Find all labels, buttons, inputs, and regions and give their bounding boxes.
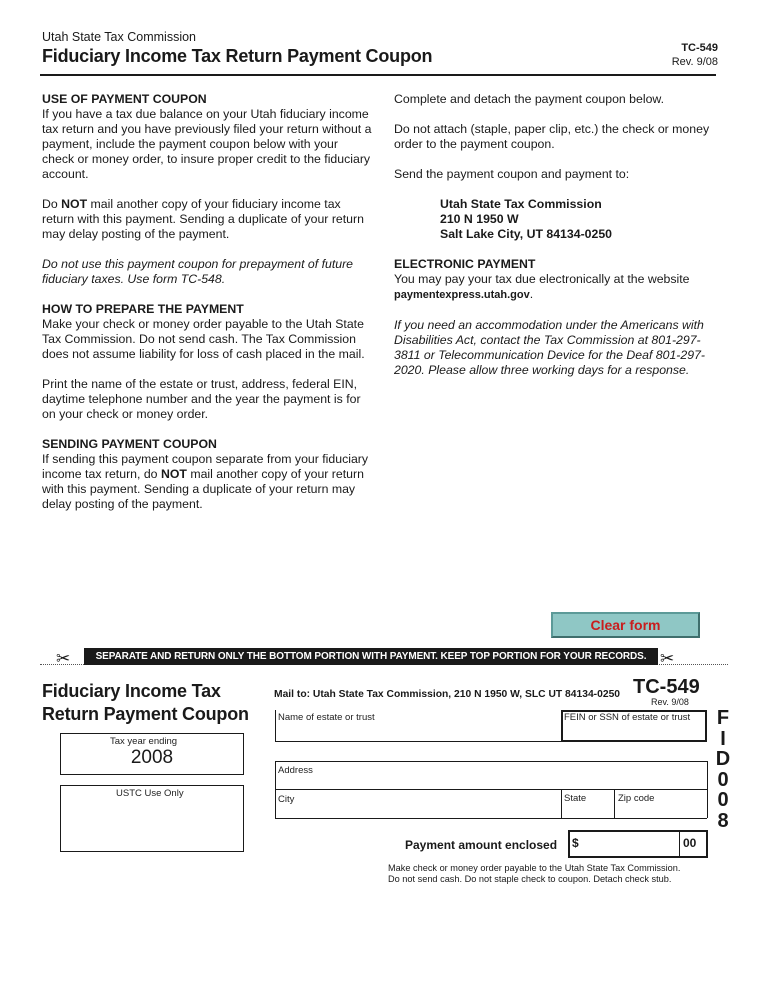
address-field-bottom-border: [275, 789, 707, 790]
form-id-char: D: [715, 748, 731, 770]
instructions-right-column: [394, 92, 714, 393]
website-period: .: [529, 287, 534, 301]
coupon-form-revision: Rev. 9/08: [651, 697, 689, 707]
address-line-1: Utah State Tax Commission: [440, 197, 602, 211]
do-word: Do: [42, 197, 62, 211]
form-id-char: 8: [717, 809, 729, 832]
coupon-title: [42, 680, 249, 726]
state-input[interactable]: [562, 806, 613, 817]
do-not-mail-text: mail another copy of your fiduciary income tax return with this payment. Sending a duplicate of your return may delay posting of the payment.: [42, 197, 364, 241]
city-field-bottom-border: [275, 818, 707, 819]
do-not-mail-paragraph: [42, 197, 372, 242]
address-label: Address: [278, 765, 313, 776]
name-field-bottom-border: [275, 741, 561, 742]
ustc-use-only-label: USTC Use Only: [116, 788, 184, 799]
address-line-3: Salt Lake City, UT 84134-0250: [440, 227, 613, 241]
sending-paragraph: [42, 452, 372, 512]
city-field-right-border: [707, 790, 708, 818]
sending-text-a: If sending this payment coupon separate from your fiduciary income tax return, do: [42, 452, 369, 481]
city-label: City: [278, 794, 295, 805]
form-id-char: 0: [717, 789, 729, 811]
zip-input[interactable]: [615, 806, 706, 817]
address-line-2: 210 N 1950 W: [440, 212, 519, 226]
cents-value: 00: [683, 836, 697, 850]
prepare-heading: HOW TO PREPARE THE PAYMENT: [42, 302, 244, 316]
scissors-right-icon: ✂: [660, 649, 675, 668]
use-text: If you have a tax due balance on your Utah fiduciary income tax return and you have previously filed your return without a payment, include the payment coupon below with your check or money order, to insure proper credit to the fiduciary account.: [42, 107, 372, 181]
prepayment-note: Do not use this payment coupon for prepayment of future fiduciary taxes. Use form TC-548.: [42, 257, 354, 286]
address-field-right-border: [707, 761, 708, 790]
coupon-title-line-2: Return Payment Coupon: [42, 704, 249, 724]
coupon-title-line-1: Fiduciary Income Tax: [42, 681, 221, 701]
form-revision: Rev. 9/08: [671, 56, 718, 68]
use-heading: USE OF PAYMENT COUPON: [42, 92, 207, 106]
website-link[interactable]: paymentexpress.utah.gov: [394, 289, 530, 301]
page-title: Fiduciary Income Tax Return Payment Coupon: [42, 46, 433, 66]
not-emphasis: NOT: [61, 197, 88, 211]
electronic-text: You may pay your tax due electronically at the website: [394, 272, 690, 286]
mailing-address: [394, 197, 714, 242]
tax-year-field[interactable]: 2008: [130, 747, 174, 768]
scissors-left-icon: ✂: [56, 649, 71, 668]
clear-form-button[interactable]: Clear form: [551, 612, 700, 638]
dollar-sign: $: [572, 836, 579, 850]
separate-banner: SEPARATE AND RETURN ONLY THE BOTTOM PORTION WITH PAYMENT. KEEP TOP PORTION FOR YOUR RECORDS.: [84, 648, 658, 665]
payment-note: [388, 863, 680, 885]
print-text: Print the name of the estate or trust, address, federal EIN, daytime telephone number and the year the payment is for on your check or money order.: [42, 377, 361, 421]
sending-text-b: mail another copy of your return with this payment. Sending a duplicate of your return may delay posting of the payment.: [42, 467, 364, 511]
header-divider: [40, 74, 716, 76]
form-id-char: F: [716, 707, 730, 729]
estate-name-input[interactable]: [276, 724, 560, 740]
payment-note-line-2: Do not send cash. Do not staple check to coupon. Detach check stub.: [388, 874, 672, 884]
tax-year-label: Tax year ending: [110, 736, 178, 747]
send-text: Send the payment coupon and payment to:: [394, 167, 630, 181]
form-id-code: [714, 708, 732, 831]
state-label: State: [564, 793, 587, 804]
fein-label: FEIN or SSN of estate or trust: [564, 712, 691, 723]
form-id-char: I: [720, 727, 726, 750]
coupon-mail-to: Mail to: Utah State Tax Commission, 210 N 1950 W, SLC UT 84134-0250: [274, 689, 621, 700]
electronic-heading: ELECTRONIC PAYMENT: [394, 257, 536, 271]
coupon-form-number: TC-549: [633, 676, 700, 698]
form-id-char: 0: [717, 768, 729, 791]
prepare-text: Make your check or money order payable to the Utah State Tax Commission. Do not send cash. The Tax Commission does not assume liability for loss of cash placed in the mail.: [42, 317, 365, 361]
sending-heading: SENDING PAYMENT COUPON: [42, 437, 217, 451]
agency-name: Utah State Tax Commission: [42, 30, 196, 44]
address-input[interactable]: [276, 776, 706, 788]
sending-not-emphasis: NOT: [160, 467, 187, 481]
estate-name-label: Name of estate or trust: [278, 712, 375, 723]
instructions-left-column: [42, 92, 372, 527]
zip-label: Zip code: [618, 793, 655, 804]
payment-amount-label: Payment amount enclosed: [405, 838, 558, 852]
city-input[interactable]: [276, 806, 560, 817]
form-number: TC-549: [681, 42, 718, 54]
cents-divider: [679, 831, 680, 857]
address-field-top-border: [275, 761, 707, 762]
payment-note-line-1: Make check or money order payable to the Utah State Tax Commission.: [388, 863, 681, 873]
attach-text: Do not attach (staple, paper clip, etc.) the check or money order to the payment coupon.: [394, 122, 710, 151]
ada-note: If you need an accommodation under the Americans with Disabilities Act, contact the Tax Commission at 801-297-3811 or Telecommunication Device for the Deaf 801-297-2020. Please allow three working days for a response.: [394, 318, 706, 377]
complete-text: Complete and detach the payment coupon below.: [394, 92, 665, 106]
